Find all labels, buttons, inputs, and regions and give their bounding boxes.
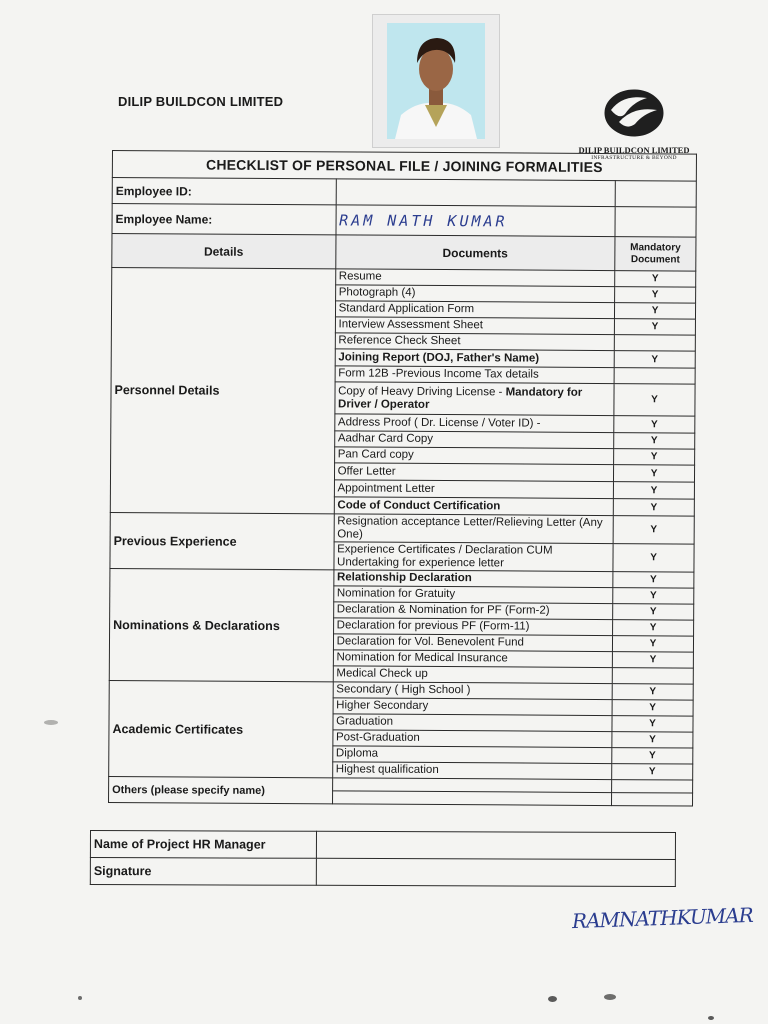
mandatory-mark: Y (612, 764, 693, 780)
signature-field[interactable] (316, 858, 675, 886)
document-item: Form 12B -Previous Income Tax details (335, 366, 615, 384)
employee-name-field[interactable]: RAM NATH KUMAR (336, 205, 616, 237)
mandatory-mark: Y (615, 271, 696, 287)
others-mark-cell (612, 793, 693, 806)
mandatory-header: Mandatory Document (615, 237, 696, 271)
mandatory-mark: Y (614, 351, 695, 368)
mandatory-mark: Y (612, 652, 693, 668)
document-item: Reference Check Sheet (335, 333, 615, 351)
person-photo-icon (387, 23, 485, 139)
hr-manager-field[interactable] (316, 831, 675, 859)
scan-speck (548, 996, 557, 1002)
document-item: Standard Application Form (335, 301, 615, 319)
document-item: Declaration for Vol. Benevolent Fund (333, 634, 613, 652)
company-name: DILIP BUILDCON LIMITED (118, 94, 284, 109)
document-item: Joining Report (DOJ, Father's Name) (335, 349, 615, 368)
mandatory-mark (612, 668, 693, 684)
signature-label: Signature (90, 858, 316, 886)
mandatory-mark (614, 368, 695, 384)
scan-speck (604, 994, 616, 1000)
document-item-text: Copy of Heavy Driving License - (338, 384, 506, 398)
company-logo (564, 88, 704, 160)
employee-name-label: Employee Name: (112, 204, 336, 235)
mandatory-mark: Y (612, 684, 693, 700)
document-item: Declaration for previous PF (Form-11) (333, 618, 613, 636)
document-item: Nomination for Medical Insurance (333, 650, 613, 668)
document-item: Address Proof ( Dr. License / Voter ID) - (334, 414, 614, 433)
mandatory-mark (614, 335, 695, 351)
document-item: Appointment Letter (334, 480, 614, 499)
checklist-title: CHECKLIST OF PERSONAL FILE / JOINING FORMALITIES (112, 151, 696, 182)
scan-speck (44, 720, 58, 725)
document-item-emphasis: Mandatory for Driver / Operator (338, 385, 583, 411)
document-item (334, 382, 614, 416)
others-field[interactable] (332, 791, 612, 806)
mandatory-mark: Y (612, 716, 693, 732)
employee-name-extra-cell (615, 207, 696, 237)
document-item: Pan Card copy (334, 447, 614, 465)
handwritten-signature: RAMNATHKUMAR (571, 902, 754, 934)
mandatory-mark: Y (612, 732, 693, 748)
checklist-table (108, 150, 697, 807)
dbl-logo-icon (603, 88, 665, 138)
document-item: Nomination for Gratuity (333, 586, 613, 604)
section-personnel-details: Personnel Details (110, 268, 335, 514)
mandatory-mark: Y (612, 636, 693, 652)
mandatory-mark: Y (613, 572, 694, 588)
document-item: Code of Conduct Certification (334, 497, 614, 516)
employee-id-extra-cell (615, 181, 696, 207)
mandatory-mark: Y (613, 516, 694, 544)
mandatory-mark: Y (614, 384, 695, 416)
mandatory-mark: Y (613, 604, 694, 620)
document-item: Resume (335, 269, 615, 287)
logo-tagline: INFRASTRUCTURE & BEYOND (591, 155, 677, 161)
mandatory-mark: Y (614, 319, 695, 335)
document-item: Interview Assessment Sheet (335, 317, 615, 335)
document-item: Aadhar Card Copy (334, 431, 614, 449)
document-item: Declaration & Nomination for PF (Form-2) (333, 602, 613, 620)
hr-manager-label: Name of Project HR Manager (90, 831, 316, 859)
mandatory-mark: Y (614, 433, 695, 449)
scan-speck (78, 996, 82, 1000)
document-item: Photograph (4) (335, 285, 615, 303)
hr-signoff-table (90, 830, 676, 887)
mandatory-mark: Y (612, 748, 693, 764)
mandatory-mark: Y (614, 416, 695, 433)
mandatory-mark: Y (615, 303, 696, 319)
mandatory-mark: Y (615, 287, 696, 303)
section-previous-experience: Previous Experience (110, 512, 334, 569)
mandatory-mark: Y (613, 544, 694, 572)
section-nominations-declarations: Nominations & Declarations (109, 568, 333, 681)
mandatory-mark: Y (614, 465, 695, 482)
section-academic-certificates: Academic Certificates (109, 680, 333, 777)
others-label: Others (please specify name) (109, 776, 333, 803)
mandatory-mark: Y (614, 449, 695, 465)
mandatory-mark: Y (612, 700, 693, 716)
document-item: Diploma (332, 746, 612, 764)
document-item: Graduation (333, 714, 613, 732)
document-item: Secondary ( High School ) (333, 682, 613, 700)
document-item: Post-Graduation (332, 730, 612, 748)
mandatory-mark: Y (613, 620, 694, 636)
others-mark-cell (612, 780, 693, 793)
mandatory-mark: Y (613, 499, 694, 516)
document-item: Highest qualification (332, 762, 612, 780)
document-item: Higher Secondary (333, 698, 613, 716)
documents-header: Documents (335, 235, 615, 271)
mandatory-mark: Y (613, 588, 694, 604)
document-item: Relationship Declaration (333, 570, 613, 588)
document-item: Resignation acceptance Letter/Relieving Letter (Any One) (334, 514, 614, 544)
scan-speck (708, 1016, 714, 1020)
document-item: Offer Letter (334, 463, 614, 482)
employee-id-label: Employee ID: (112, 178, 336, 205)
employee-id-field[interactable] (336, 179, 616, 207)
logo-company-name: DILIP BUILDCON LIMITED (578, 145, 690, 155)
mandatory-mark: Y (613, 482, 694, 499)
employee-photo (372, 14, 500, 148)
document-item: Medical Check up (333, 666, 613, 684)
document-item: Experience Certificates / Declaration CUM Undertaking for experience letter (334, 542, 614, 572)
details-header: Details (112, 234, 336, 269)
